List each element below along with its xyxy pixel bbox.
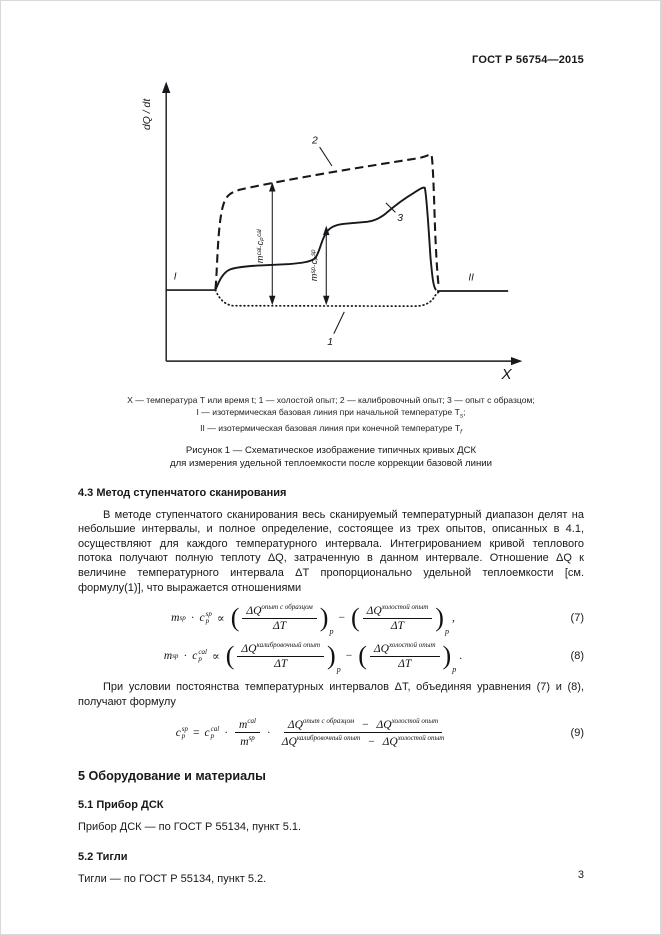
formula-9-body: c sp p = c cal p · $\frac{m^{cal}}{m^{sp}}$ · $\frac{\Delta Q^{опыт с образцом} - \Delta Q^{холостой опыт}}{\Delta Q^{калибровочный опыт} - \Delta Q^{холостой опыт}}$ xyxy=(78,716,548,749)
f8-term2: ( $\frac{\Delta Q^{холостой опыт}}{\Delta T}$ ) р xyxy=(358,640,457,675)
temp-end-subscript: f xyxy=(460,428,462,436)
f8-term1: ( $\frac{\Delta Q^{калибровочный опыт}}{\Delta T}$ ) р xyxy=(225,640,341,675)
text-5-1: Прибор ДСК — по ГОСТ Р 55134, пункт 5.1. xyxy=(78,820,302,833)
proportional-sign: ∝ xyxy=(216,612,225,625)
f7-term2: ( $\frac{\Delta Q^{холостой опыт}}{\Delta T}$ ) р xyxy=(350,603,449,637)
figure-legend-line2: I — изотермическая базовая линия при начальной температуре $Т_s$; xyxy=(196,407,466,421)
figure-1 xyxy=(78,76,584,386)
f8-frac1: $\frac{\Delta Q^{калибровочный опыт}}{\Delta T}$ xyxy=(237,640,324,671)
f8-m-sup: sp xyxy=(172,651,179,660)
curve1-label: 1 xyxy=(327,337,334,349)
arrow-sp-label: mˢᵖ·cₚˢᵖ xyxy=(308,249,319,282)
f7-term1: ( $\frac{\Delta Q^{опыт с образцом}}{\Delta T}$ ) р xyxy=(230,603,334,637)
text-5-2: Тигли — по ГОСТ Р 55134, пункт 5.2. xyxy=(78,872,267,885)
formula-8 xyxy=(78,640,584,675)
f7-frac1: $\frac{\Delta Q^{опыт с образцом}}{\Delta T}$ xyxy=(242,602,316,633)
y-axis-label: dQ / dt xyxy=(142,98,154,130)
paragraph-step-scanning-1: В методе ступенчатого сканирования весь сканируемый температурный диапазон делят на небольшие интервалы, и полное определение, состоящее из трех опытов, описанных в 4.1, осуществляют для каждого температурного интервала. Интегрированием кривой теплового потока получают полную теплоту ΔQ, затраченную в данном интервале. Отношение ΔQ к величине температурного интервала ΔТ пропорционально удельной теплоемкости [см. формулу(1)], что выражается отношениями xyxy=(78,508,584,594)
y-axis-arrow xyxy=(162,82,170,93)
f9-c1: c xyxy=(175,726,181,739)
paragraph-step-scanning-2: При условии постоянства температурных интервалов ΔТ, объединяя уравнения (7) и (8), получают формулу xyxy=(78,681,584,708)
f7-c: c xyxy=(199,611,205,624)
proportional-sign: ∝ xyxy=(211,650,220,663)
heading-5: 5 Оборудование и материалы xyxy=(78,768,266,783)
x-axis-label: X xyxy=(501,366,512,381)
curve2-label: 2 xyxy=(312,135,318,147)
figure-caption-line1: Рисунок 1 — Схематическое изображение типичных кривых ДСК xyxy=(185,444,477,456)
arrow-cal-head-bottom xyxy=(269,296,275,305)
heading-5-1: 5.1 Прибор ДСК xyxy=(78,798,164,811)
f8-c-subsup: cal p xyxy=(198,647,207,663)
baseline-left-label: I xyxy=(173,271,177,283)
arrow-sp-head-bottom xyxy=(323,296,329,305)
minus-sign: − xyxy=(338,611,345,624)
f7-frac2: $\frac{\Delta Q^{холостой опыт}}{\Delta T}$ xyxy=(363,602,433,633)
heading-5-2: 5.2 Тигли xyxy=(78,850,128,863)
f7-lhs: m sp · c sp p ∝ xyxy=(171,609,225,625)
f7-m-sup: sp xyxy=(179,613,186,622)
formula-9 xyxy=(78,716,584,749)
page-number: 3 xyxy=(577,869,584,881)
figure-caption xyxy=(78,445,584,471)
x-axis-arrow xyxy=(511,357,522,365)
f9-heat-fraction: $\frac{\Delta Q^{опыт с образцом} - \Delta Q^{холостой опыт}}{\Delta Q^{калибровочный опыт} - \Delta Q^{холостой опыт}}$ xyxy=(281,717,445,748)
f8-frac2: $\frac{\Delta Q^{холостой опыт}}{\Delta T}$ xyxy=(370,640,440,671)
figure-legend-line1: X — температура Т или время t; 1 — холостой опыт; 2 — калибровочный опыт; 3 — опыт с образцом; xyxy=(127,395,535,405)
curve-calibration-dashed xyxy=(215,155,439,290)
f9-mass-fraction: $\frac{m^{cal}}{m^{sp}}$ xyxy=(235,716,260,749)
figure-legend-line3: II — изотермическая базовая линия при конечной температуре $Т_f$ xyxy=(200,422,462,436)
baseline-right-label: II xyxy=(468,272,474,284)
formula-7-body: m sp · c sp p ∝ ( $\frac{\Delta Q^{опыт с образцом}}{\Delta T}$ ) р − ( $\frac{\Delta Q^{холостой опыт}}{\Delta T}$ ) р , xyxy=(171,603,455,637)
equation-number-9: (9) xyxy=(570,726,584,739)
curve2-leader xyxy=(320,147,332,166)
heading-4-3: 4.3 Метод ступенчатого сканирования xyxy=(78,486,287,499)
f7-c-subsup: sp p xyxy=(205,609,212,625)
doc-number: ГОСТ Р 56754—2015 xyxy=(472,54,584,66)
equation-number-8: (8) xyxy=(570,649,584,662)
figure-1-diagram xyxy=(132,76,530,381)
temp-start-subscript: s xyxy=(459,413,464,421)
equation-number-7: (7) xyxy=(570,611,584,624)
f8-m: m xyxy=(163,649,173,662)
curve1-leader xyxy=(334,312,344,334)
f9-c2: c xyxy=(204,726,210,739)
f7-m: m xyxy=(171,611,180,624)
f8-lhs: m sp · c cal p ∝ xyxy=(163,647,220,663)
f9-lhs: c sp p = c cal p · xyxy=(175,724,229,740)
formula-7 xyxy=(78,602,584,637)
equals-sign: = xyxy=(193,726,200,739)
formula-8-body: m sp · c cal p ∝ ( $\frac{\Delta Q^{калибровочный опыт}}{\Delta T}$ ) р − ( $\frac{\Delta Q^{холостой опыт}}{\Delta T}$ ) р . xyxy=(163,640,463,675)
curve3-label: 3 xyxy=(397,212,404,224)
arrow-cal-label: mᶜᵃˡ·cₚᶜᵃˡ xyxy=(254,229,265,264)
figure-caption-line2: для измерения удельной теплоемкости после коррекции базовой линии xyxy=(169,457,493,469)
f8-c: c xyxy=(192,649,198,662)
figure-legend xyxy=(78,394,584,437)
minus-sign: − xyxy=(345,649,353,662)
